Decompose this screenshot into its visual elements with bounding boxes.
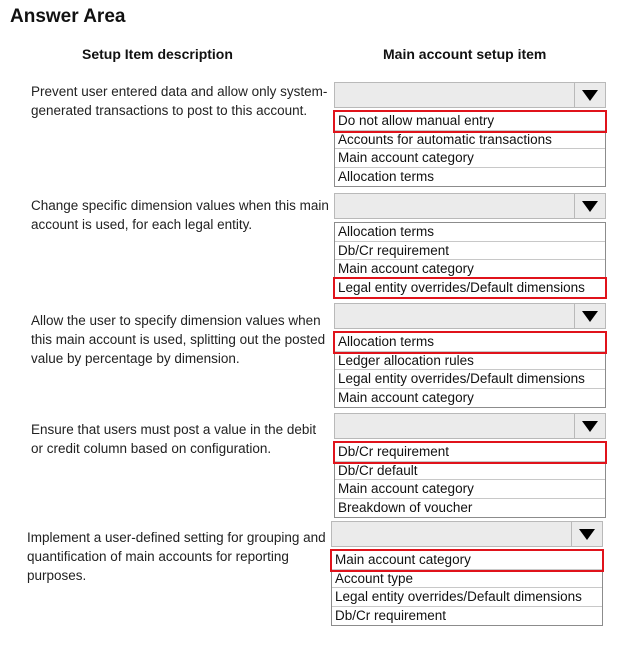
option-ledger-allocation-rules[interactable]: Ledger allocation rules (335, 352, 605, 371)
question-5-dropdown[interactable] (331, 521, 603, 626)
dropdown-5-options (331, 550, 603, 626)
option-allocation-terms[interactable]: Allocation terms (335, 333, 605, 352)
dropdown-2-header[interactable] (334, 193, 606, 219)
option-db-cr-requirement[interactable]: Db/Cr requirement (335, 443, 605, 462)
option-main-account-category[interactable]: Main account category (338, 389, 474, 405)
option-db-cr-requirement[interactable]: Db/Cr requirement (335, 242, 605, 261)
question-5-description: Implement a user-defined setting for grouping and quantification of main accounts for reporting purposes. (27, 530, 326, 583)
question-2-dropdown[interactable] (334, 193, 606, 298)
question-3-description: Allow the user to specify dimension values when this main account is used, splitting out the posted value by percentage by dimension. (31, 313, 326, 366)
dropdown-3-header[interactable] (334, 303, 606, 329)
dropdown-3-options (334, 332, 606, 408)
option-allocation-terms[interactable]: Allocation terms (335, 223, 605, 242)
option-legal-entity-overrides[interactable]: Legal entity overrides/Default dimensions (335, 370, 605, 389)
question-3-dropdown[interactable] (334, 303, 606, 408)
option-main-account-category[interactable]: Main account category (335, 480, 605, 499)
question-1-description: Prevent user entered data and allow only system-generated transactions to post to this account. (31, 84, 328, 118)
option-allocation-terms[interactable]: Allocation terms (338, 168, 435, 184)
chevron-down-icon[interactable] (574, 194, 605, 218)
chevron-down-icon[interactable] (574, 83, 605, 107)
option-main-account-category[interactable]: Main account category (335, 149, 605, 168)
chevron-down-icon[interactable] (574, 304, 605, 328)
option-account-type[interactable]: Account type (332, 570, 602, 589)
dropdown-1-header[interactable] (334, 82, 606, 108)
dropdown-1-options (334, 111, 606, 187)
column-header-setup-item: Main account setup item (383, 46, 547, 62)
option-legal-entity-overrides[interactable]: Legal entity overrides/Default dimensions (332, 588, 602, 607)
question-2-description: Change specific dimension values when this main account is used, for each legal entity. (31, 198, 329, 232)
dropdown-2-options (334, 222, 606, 298)
column-header-description: Setup Item description (82, 46, 233, 62)
question-4-description: Ensure that users must post a value in the debit or credit column based on configuration. (31, 422, 317, 456)
option-accounts-for-automatic-transactions[interactable]: Accounts for automatic transactions (335, 131, 605, 150)
chevron-down-icon[interactable] (571, 522, 602, 546)
option-legal-entity-overrides[interactable]: Legal entity overrides/Default dimensions (335, 279, 605, 298)
dropdown-4-header[interactable] (334, 413, 606, 439)
option-do-not-allow-manual-entry[interactable]: Do not allow manual entry (335, 112, 605, 131)
dropdown-4-options (334, 442, 606, 518)
question-4-dropdown[interactable] (334, 413, 606, 518)
option-db-cr-default[interactable]: Db/Cr default (335, 462, 605, 481)
option-breakdown-of-voucher[interactable]: Breakdown of voucher (338, 499, 473, 515)
option-main-account-category[interactable]: Main account category (335, 260, 605, 279)
option-main-account-category[interactable]: Main account category (332, 551, 602, 570)
answer-area-title: Answer Area (10, 6, 126, 27)
option-db-cr-requirement[interactable]: Db/Cr requirement (335, 607, 447, 623)
question-1-dropdown[interactable] (334, 82, 606, 187)
chevron-down-icon[interactable] (574, 414, 605, 438)
dropdown-5-header[interactable] (331, 521, 603, 547)
